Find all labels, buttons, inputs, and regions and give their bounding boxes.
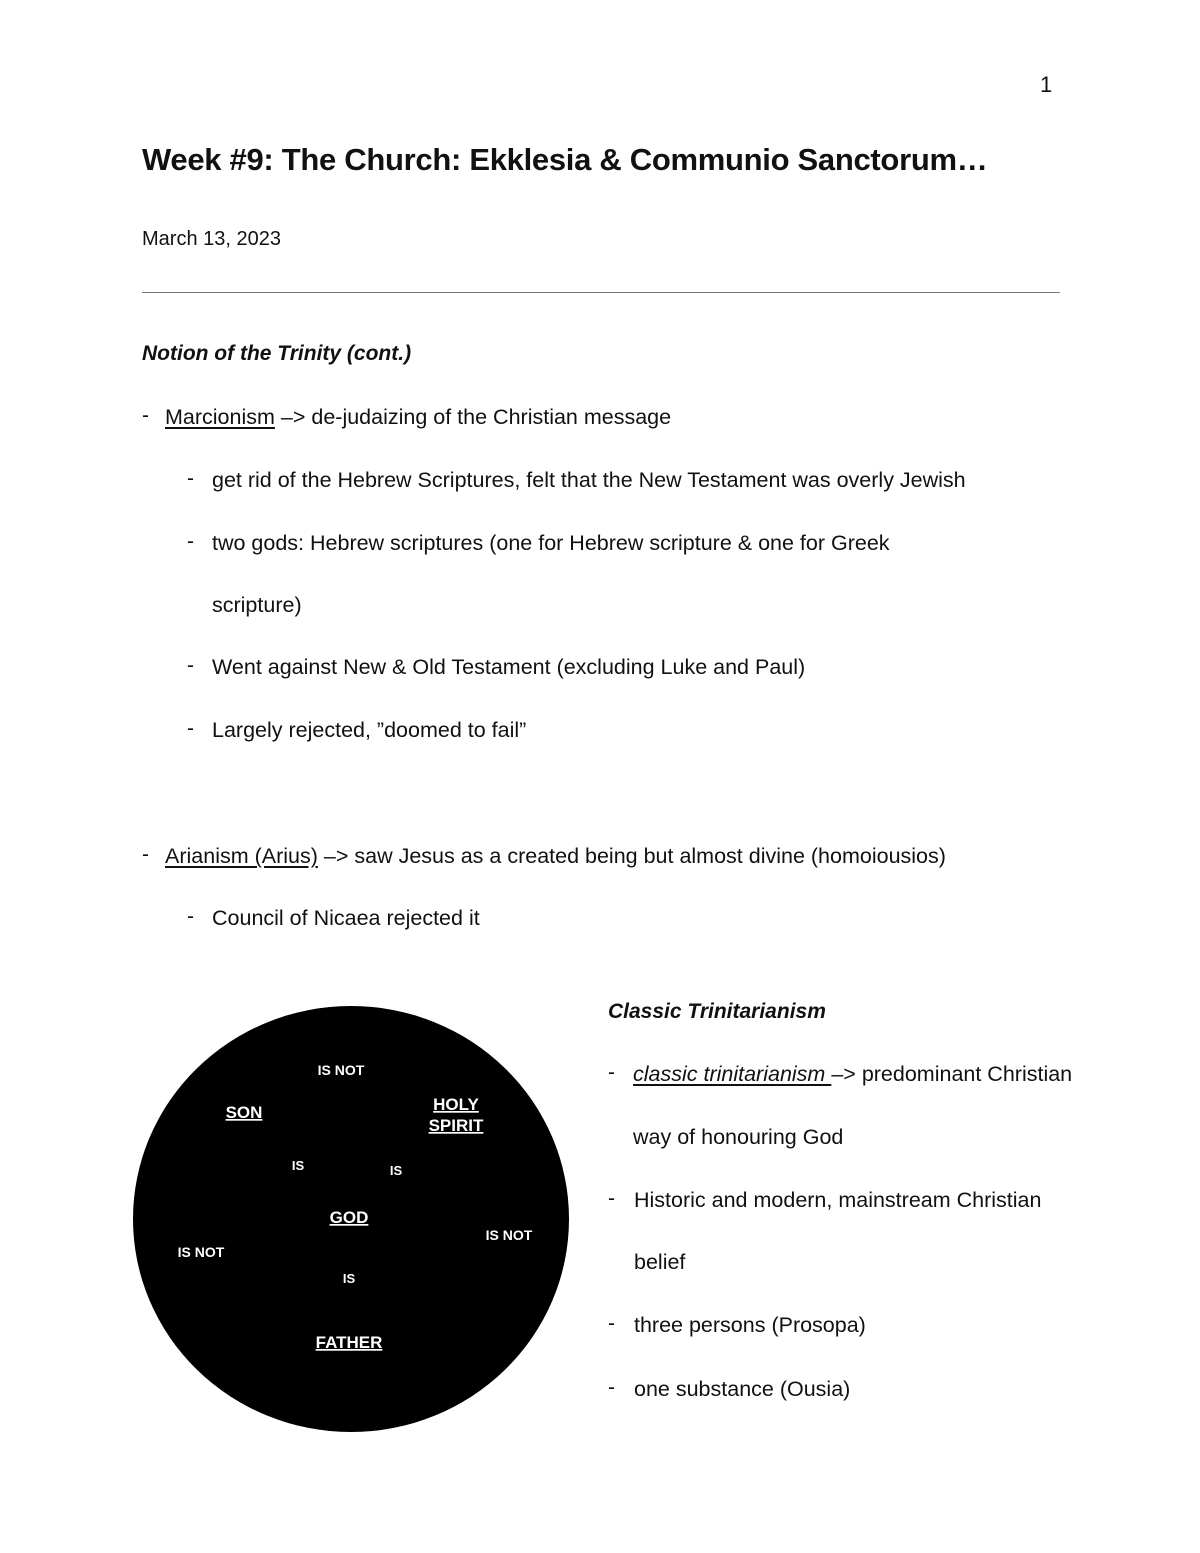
divider xyxy=(142,292,1060,293)
sub-item: Largely rejected, ”doomed to fail” xyxy=(212,718,527,742)
term-marcionism: Marcionism xyxy=(165,405,275,429)
list-item-classic-trinitarianism xyxy=(633,1062,1072,1087)
list-item: one substance (Ousia) xyxy=(634,1377,851,1401)
sub-item: Went against New & Old Testament (excluding Luke and Paul) xyxy=(212,655,806,679)
bullet-dash: - xyxy=(187,654,194,677)
sub-item-continuation: scripture) xyxy=(212,593,302,617)
list-item-continuation: way of honouring God xyxy=(633,1125,844,1149)
marcionism-description: –> de-judaizing of the Christian message xyxy=(274,405,672,429)
father-label: FATHER xyxy=(315,1333,383,1352)
is-not-left-label: IS NOT xyxy=(177,1244,225,1260)
section-heading-trinity: Notion of the Trinity (cont.) xyxy=(142,342,412,365)
son-label: SON xyxy=(225,1103,263,1122)
section-heading-classic-trinitarianism: Classic Trinitarianism xyxy=(608,1000,826,1023)
list-item-arianism xyxy=(165,844,946,869)
is-father-label: IS xyxy=(342,1271,356,1286)
sub-item: two gods: Hebrew scriptures (one for Hebrew scripture & one for Greek xyxy=(212,531,890,555)
is-not-right-label: IS NOT xyxy=(485,1227,533,1243)
is-not-top-label: IS NOT xyxy=(317,1062,365,1078)
bullet-dash: - xyxy=(608,1312,615,1335)
bullet-dash: - xyxy=(608,1187,615,1210)
is-son-label: IS xyxy=(291,1158,305,1173)
bullet-dash: - xyxy=(142,404,149,427)
list-item-continuation: belief xyxy=(634,1250,686,1274)
spirit-label: SPIRIT xyxy=(428,1116,484,1135)
bullet-dash: - xyxy=(187,905,194,928)
arianism-description: –> saw Jesus as a created being but almost divine (homoiousios) xyxy=(317,844,946,868)
bullet-dash: - xyxy=(187,467,194,490)
term-arianism: Arianism (Arius) xyxy=(165,844,318,868)
list-item: three persons (Prosopa) xyxy=(634,1313,866,1337)
holy-label: HOLY xyxy=(433,1095,479,1114)
god-label: GOD xyxy=(329,1208,369,1227)
sub-item: get rid of the Hebrew Scriptures, felt that the New Testament was overly Jewish xyxy=(212,468,966,492)
trinity-diagram xyxy=(132,1005,570,1433)
page-title: Week #9: The Church: Ekklesia & Communio Sanctorum… xyxy=(142,142,988,177)
bullet-dash: - xyxy=(608,1376,615,1399)
list-item-marcionism xyxy=(165,405,671,430)
classic-trinitarianism-description: –> predominant Christian xyxy=(831,1062,1073,1086)
bullet-dash: - xyxy=(608,1061,615,1084)
list-item: Historic and modern, mainstream Christian xyxy=(634,1188,1042,1212)
page-number: 1 xyxy=(1040,72,1053,97)
is-spirit-label: IS xyxy=(389,1163,403,1178)
bullet-dash: - xyxy=(187,530,194,553)
sub-item: Council of Nicaea rejected it xyxy=(212,906,480,930)
bullet-dash: - xyxy=(142,843,149,866)
date: March 13, 2023 xyxy=(142,228,281,250)
term-classic-trinitarianism: classic trinitarianism xyxy=(633,1062,832,1086)
bullet-dash: - xyxy=(187,717,194,740)
